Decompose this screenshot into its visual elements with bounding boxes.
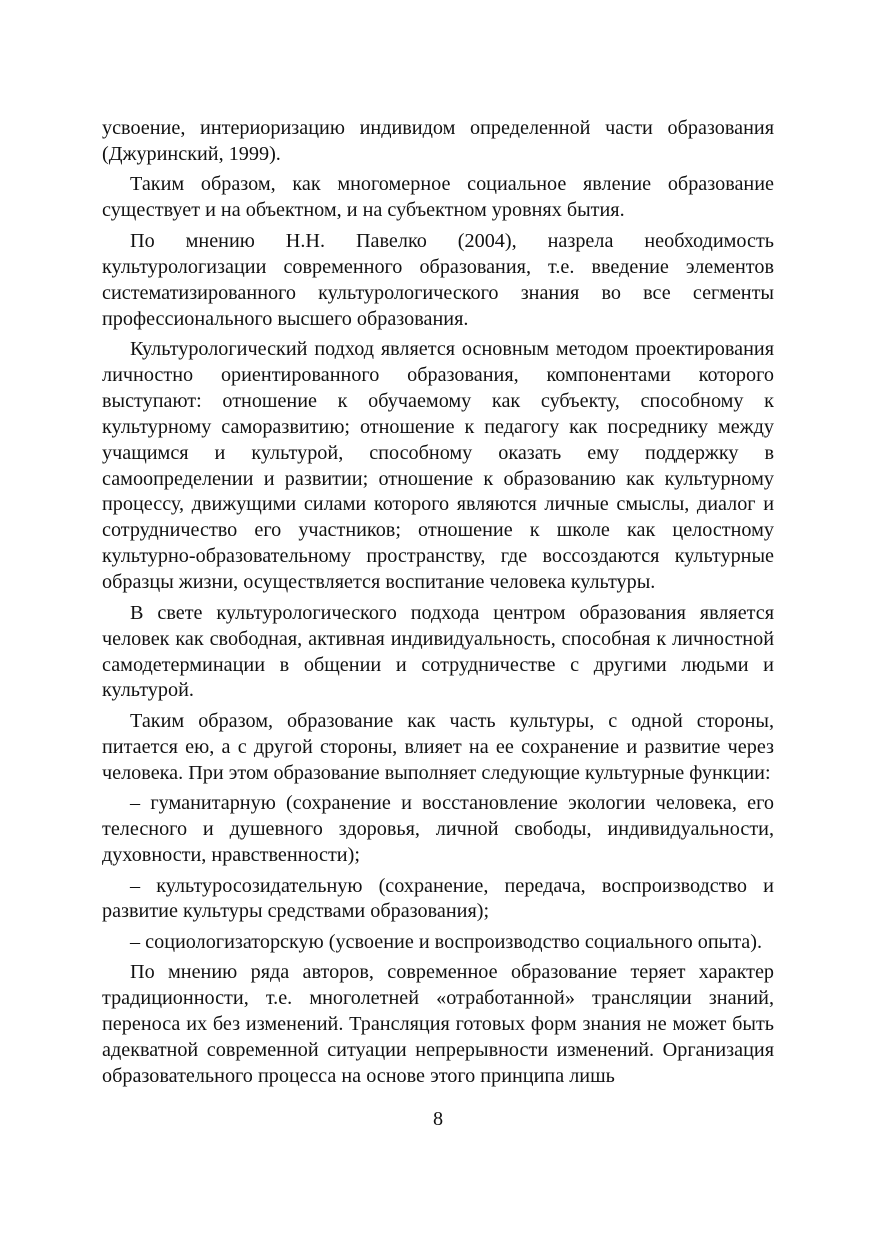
list-item-culture-creative: – культуросозидательную (сохранение, передача, воспроизводство и развитие культуры средствами образования); <box>102 874 774 923</box>
page-number: 8 <box>432 1108 444 1130</box>
list-item-socializing: – социологизаторскую (усвоение и воспроизводство социального опыта). <box>130 930 763 953</box>
page-body <box>102 116 774 1095</box>
paragraph-10: По мнению ряда авторов, современное образование теряет характер традиционности, т.е. многолетней «отработанной» трансляции знаний, переноса их без изменений. Трансляция готовых форм знания не может быть адекватной современной ситуации непрерывности изменений. Организация образовательного процесса на основе этого принципа лишь <box>102 961 774 1088</box>
paragraph-6: Таким образом, образование как часть культуры, с одной стороны, питается ею, а с другой стороны, влияет на ее сохранение и развитие через человека. При этом образование выполняет следующие культурные функции: <box>102 709 774 784</box>
paragraph-3: По мнению Н.Н. Павелко (2004), назрела необходимость культурологизации современного образования, т.е. введение элементов систематизированного культурологического знания во все сегменты профессионального высшего образования. <box>102 229 774 330</box>
list-item-humanitarian: – гуманитарную (сохранение и восстановление экологии человека, его телесного и душевного здоровья, личной свободы, индивидуальности, духовности, нравственности); <box>102 792 774 867</box>
paragraph-5: В свете культурологического подхода центром образования является человек как свободная, активная индивидуальность, способная к личностной самодетерминации в общении и сотрудничестве с другими людьми и культурой. <box>102 601 774 702</box>
paragraph-2: Таким образом, как многомерное социальное явление образование существует и на объектном, и на субъектном уровнях бытия. <box>102 173 774 222</box>
paragraph-1: усвоение, интериоризацию индивидом определенной части образования (Джуринский, 1999). <box>102 117 774 165</box>
paragraph-4: Культурологический подход является основным методом проектирования личностно ориентированного образования, компонентами которого выступают: отношение к обучаемому как субъекту, способному к культурному саморазвитию; отношение к педагогу как посреднику между учащимся и культурой, способному оказать ему поддержку в самоопределении и развитии; отношение к образованию как культурному процессу, движущими силами которого являются личные смыслы, диалог и сотрудничество его участников; отношение к школе как целостному культурно-образовательному пространству, где воссоздаются культурные образцы жизни, осуществляется воспитание человека культуры. <box>102 338 774 594</box>
